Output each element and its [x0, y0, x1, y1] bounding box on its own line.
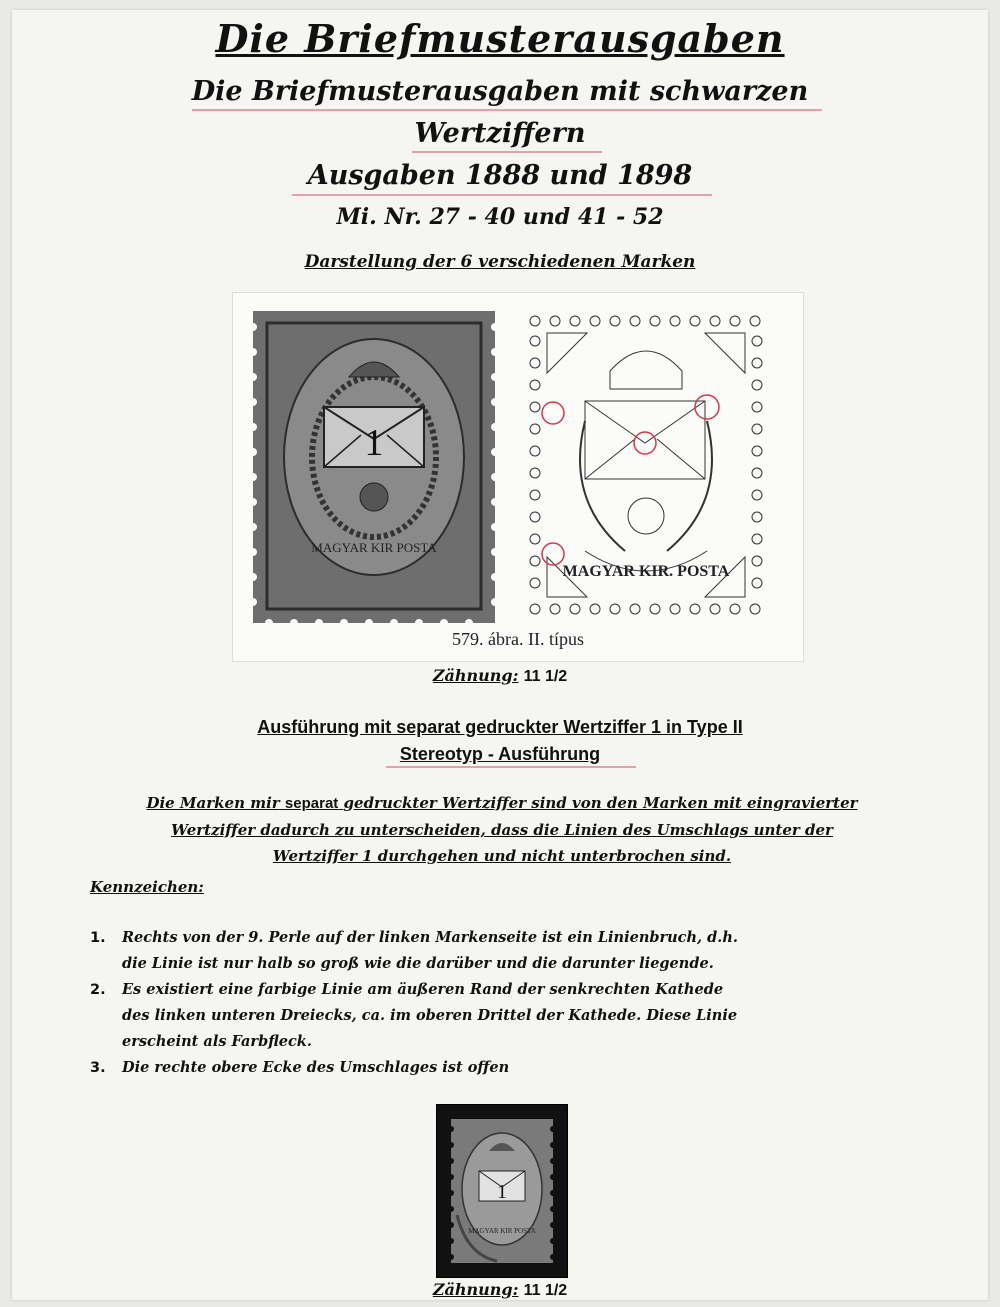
stamp-inscription: MAGYAR KIR POSTA	[311, 540, 437, 555]
mounted-stamp-digit: 1	[497, 1181, 507, 1203]
features-heading: Kennzeichen:	[90, 878, 204, 896]
highlight-circle	[695, 395, 719, 419]
description-line-3: Wertziffer 1 durchgehen und nicht unterbrochen sind.	[272, 847, 732, 865]
underline-decoration	[386, 766, 636, 768]
album-page	[12, 10, 988, 1300]
page-title: Die Briefmusterausgaben	[215, 16, 785, 61]
mounted-stamp-inscription: MAGYAR KIR POSTA	[468, 1227, 536, 1235]
stamp-figure	[232, 292, 804, 662]
stamp-line-drawing	[525, 311, 775, 621]
type-heading-line-1: Ausführung mit separat gedruckter Wertziffer 1 in Type II	[257, 717, 743, 737]
mounted-stamp	[436, 1104, 568, 1278]
subtitle-line-1: Die Briefmusterausgaben mit schwarzen	[191, 76, 809, 107]
list-item: 2. Es existiert eine farbige Linie am äußeren Rand der senkrechten Kathede des linken unteren Dreiecks, ca. im oberen Drittel der Kathede. Diese Linie erscheint als Farbfleck.	[90, 981, 738, 1050]
description-line-1: Die Marken mir separat gedruckter Wertziffer sind von den Marken mit eingravierter	[146, 794, 858, 812]
issues-title: Ausgaben 1888 und 1898	[307, 160, 693, 191]
list-item: 3. Die rechte obere Ecke des Umschlages ist offen	[90, 1059, 510, 1076]
figure-caption: 579. ábra. II. típus	[452, 629, 584, 649]
underline-decoration	[412, 151, 602, 153]
highlight-circle	[542, 543, 564, 565]
perforation-label: Zähnung:	[432, 666, 519, 685]
drawing-inscription: MAGYAR KIR. POSTA	[562, 563, 730, 580]
list-item: 1. Rechts von der 9. Perle auf der linken Markenseite ist ein Linienbruch, d.h. die Linie ist nur halb so groß wie die darüber und die darunter liegende.	[90, 929, 738, 972]
description-paragraph	[72, 790, 932, 869]
underline-decoration	[192, 109, 822, 111]
section-heading: Darstellung der 6 verschiedenen Marken	[304, 252, 696, 272]
stamp-photo	[249, 307, 499, 627]
mounted-stamp-image	[437, 1105, 567, 1277]
catalog-numbers: Mi. Nr. 27 - 40 und 41 - 52	[336, 204, 664, 230]
perforation-value: 11 1/2	[523, 1282, 568, 1299]
highlight-circle	[542, 402, 564, 424]
features-list	[90, 925, 920, 1081]
subtitle-line-2: Wertziffern	[414, 118, 586, 149]
stamp-digit: 1	[364, 422, 384, 464]
description-line-2: Wertziffer dadurch zu unterscheiden, dass die Linien des Umschlags unter der	[171, 821, 833, 839]
perforation-label: Zähnung:	[432, 1280, 519, 1299]
underline-decoration	[292, 194, 712, 196]
perforation-line-2	[12, 1280, 988, 1300]
type-heading-line-2: Stereotyp - Ausführung	[399, 744, 601, 764]
perforation-value: 11 1/2	[523, 668, 568, 685]
perforation-line-1	[12, 666, 988, 686]
